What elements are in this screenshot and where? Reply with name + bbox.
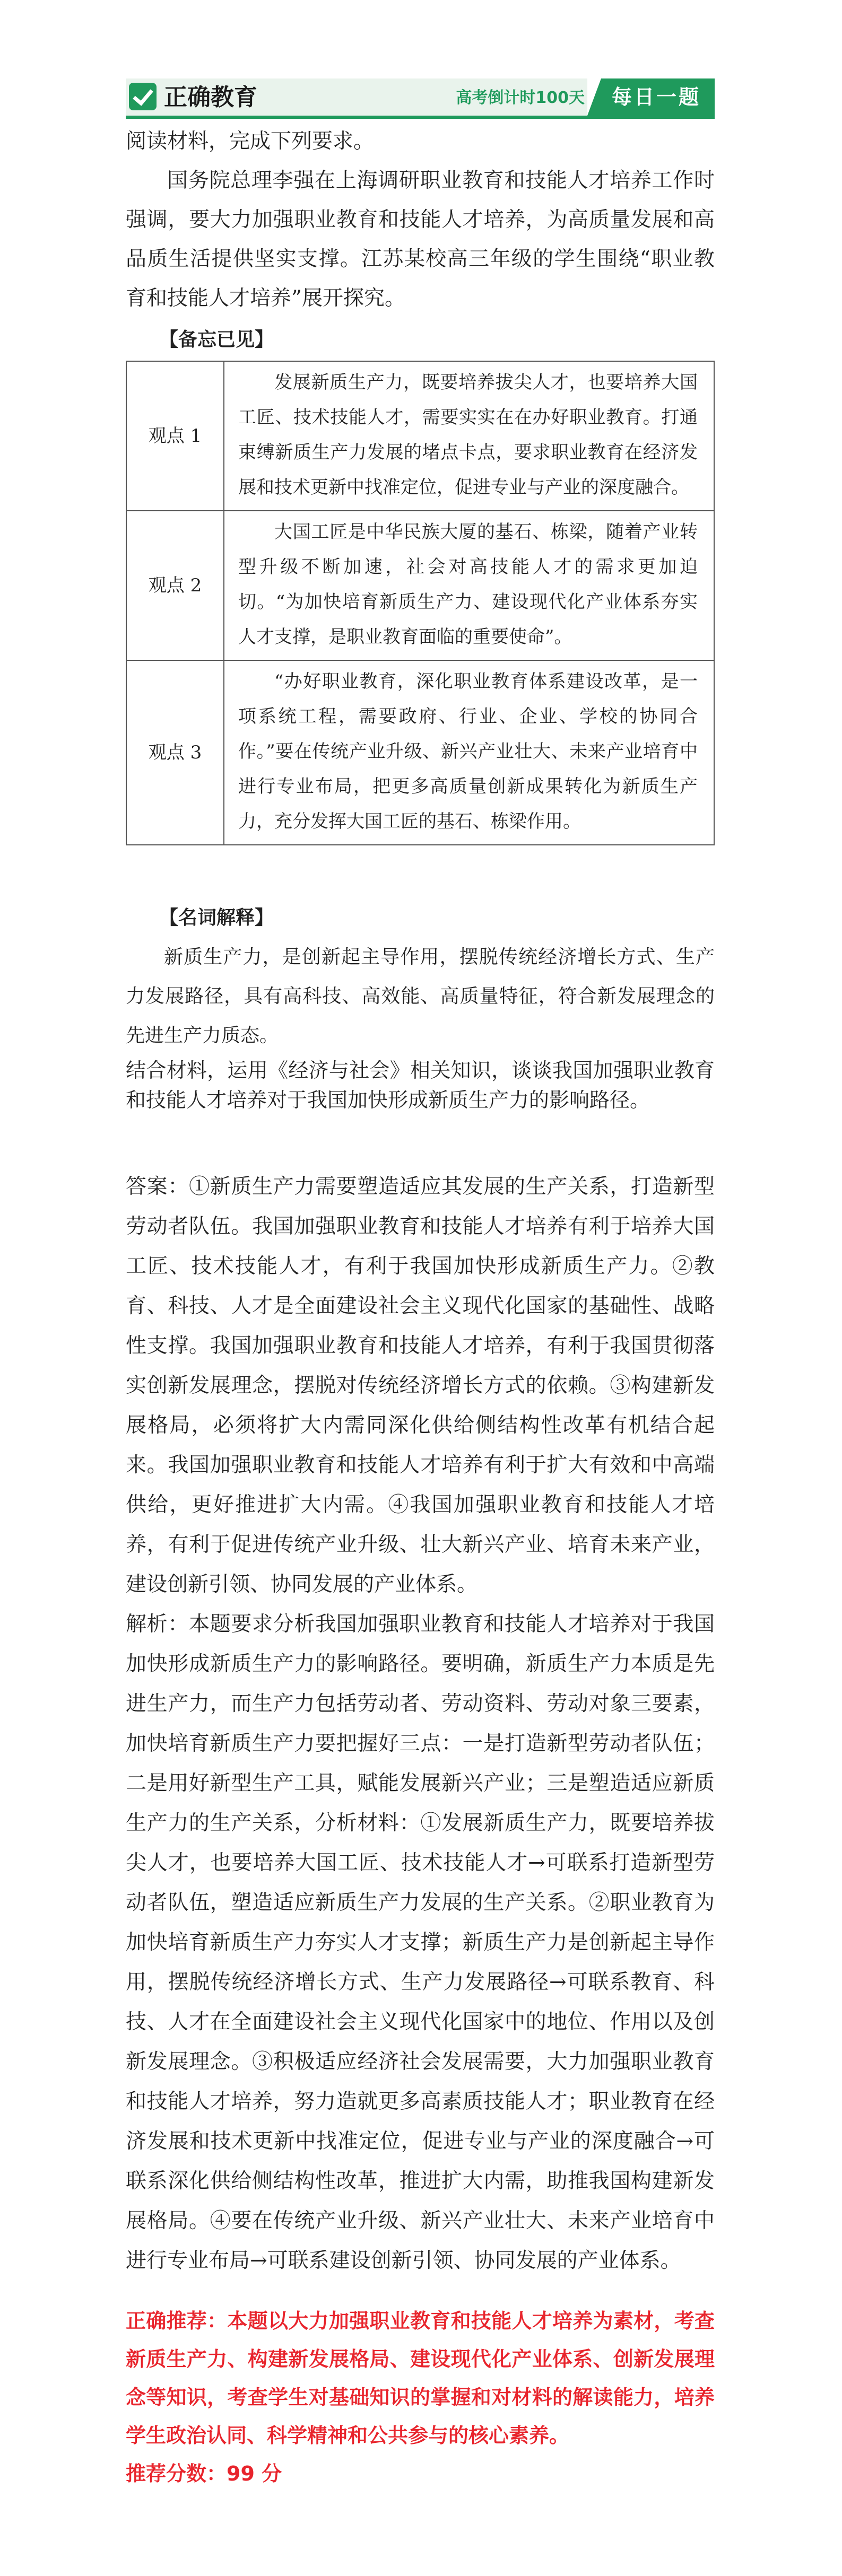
brand-title: 正确教育: [164, 84, 257, 111]
table-row: [126, 511, 714, 660]
terms-heading: 【名词解释】: [159, 906, 274, 929]
recommendation-text: 正确推荐：本题以大力加强职业教育和技能人才培养为素材，考查新质生产力、构建新发展格局、建设现代化产业体系、创新发展理念等知识，考查学生对基础知识的掌握和对材料的解读能力，培养学生政治认同、科学精神和公共参与的核心素养。: [126, 2309, 715, 2447]
terms-section: [126, 938, 715, 1055]
view-label: 观点 2: [126, 511, 224, 660]
task-intro: 阅读材料，完成下列要求。: [126, 129, 375, 153]
analysis-text: 解析：本题要求分析我国加强职业教育和技能人才培养对于我国加快形成新质生产力的影响路径。要明确，新质生产力本质是先进生产力，而生产力包括劳动者、劳动资料、劳动对象三要素，加快培育新质生产力要把握好三点：一是打造新型劳动者队伍；二是用好新型生产工具，赋能发展新兴产业；三是塑造适应新质生产力的生产关系，分析材料：①发展新质生产力，既要培养拔尖人才，也要培养大国工匠、技术技能人才→可联系打造新型劳动者队伍，塑造适应新质生产力发展的生产关系。②职业教育为加快培育新质生产力夯实人才支撑；新质生产力是创新起主导作用，摆脱传统经济增长方式、生产力发展路径→可联系教育、科技、人才在全面建设社会主义现代化国家中的地位、作用以及创新发展理念。③积极适应经济社会发展需要，大力加强职业教育和技能人才培养，努力造就更多高素质技能人才；职业教育在经济发展和技术更新中找准定位，促进专业与产业的深度融合→可联系深化供给侧结构性改革，推进扩大内需，助推我国构建新发展格局。④要在传统产业升级、新兴产业壮大、未来产业培育中进行专业布局→可联系建设创新引领、协同发展的产业体系。: [126, 1612, 715, 2273]
answer-section: [126, 1167, 715, 2281]
question-section: [126, 1055, 715, 1115]
material-paragraph: 国务院总理李强在上海调研职业教育和技能人才培养工作时强调，要大力加强职业教育和技能人才培养，为高质量发展和高品质生活提供坚实支撑。江苏某校高三年级的学生围绕“职业教育和技能人才培养”展开探究。: [126, 169, 715, 310]
answer-text: 答案：①新质生产力需要塑造适应其发展的生产关系，打造新型劳动者队伍。我国加强职业教育和技能人才培养有利于培养大国工匠、技术技能人才，有利于我国加快形成新质生产力。②教育、科技、人才是全面建设社会主义现代化国家的基础性、战略性支撑。我国加强职业教育和技能人才培养，有利于我国贯彻落实创新发展理念，摆脱对传统经济增长方式的依赖。③构建新发展格局，必须将扩大内需同深化供给侧结构性改革有机结合起来。我国加强职业教育和技能人才培养有利于扩大有效和中高端供给，更好推进扩大内需。④我国加强职业教育和技能人才培养，有利于促进传统产业升级、壮大新兴产业、培育未来产业，建设创新引领、协同发展的产业体系。: [126, 1175, 715, 1596]
header-banner: [126, 78, 715, 118]
material-section: [126, 122, 715, 318]
views-table: [126, 361, 715, 845]
view-label: 观点 3: [126, 660, 224, 845]
view-text: 大国工匠是中华民族大厦的基石、栋梁，随着产业转型升级不断加速，社会对高技能人才的需求更加迫切。“为加快培育新质生产力、建设现代化产业体系夯实人才支撑，是职业教育面临的重要使命”。: [224, 511, 714, 660]
view-text: 发展新质生产力，既要培养拔尖人才，也要培养大国工匠、技术技能人才，需要实实在在办好职业教育。打通束缚新质生产力发展的堵点卡点，要求职业教育在经济发展和技术更新中找准定位，促进专业与产业的深度融合。: [224, 361, 714, 511]
question-text: 结合材料，运用《经济与社会》相关知识，谈谈我国加强职业教育和技能人才培养对于我国加快形成新质生产力的影响路径。: [126, 1059, 715, 1112]
banner-underline: [126, 116, 715, 119]
daily-question-tag: 每日一题: [611, 85, 701, 109]
recommendation-section: [126, 2302, 715, 2493]
table-row: [126, 660, 714, 845]
table-row: [126, 361, 714, 511]
check-icon: [129, 83, 157, 110]
score-text: 推荐分数：99 分: [126, 2462, 282, 2485]
terms-paragraph: 新质生产力，是创新起主导作用，摆脱传统经济增长方式、生产力发展路径，具有高科技、高效能、高质量特征，符合新发展理念的先进生产力质态。: [126, 946, 715, 1046]
countdown-label: 高考倒计时100天: [456, 89, 585, 107]
notes-heading: 【备忘已见】: [159, 328, 274, 351]
view-text: “办好职业教育，深化职业教育体系建设改革，是一项系统工程，需要政府、行业、企业、学校的协同合作。”要在传统产业升级、新兴产业壮大、未来产业培育中进行专业布局，把更多高质量创新成果转化为新质生产力，充分发挥大国工匠的基石、栋梁作用。: [224, 660, 714, 845]
view-label: 观点 1: [126, 361, 224, 511]
